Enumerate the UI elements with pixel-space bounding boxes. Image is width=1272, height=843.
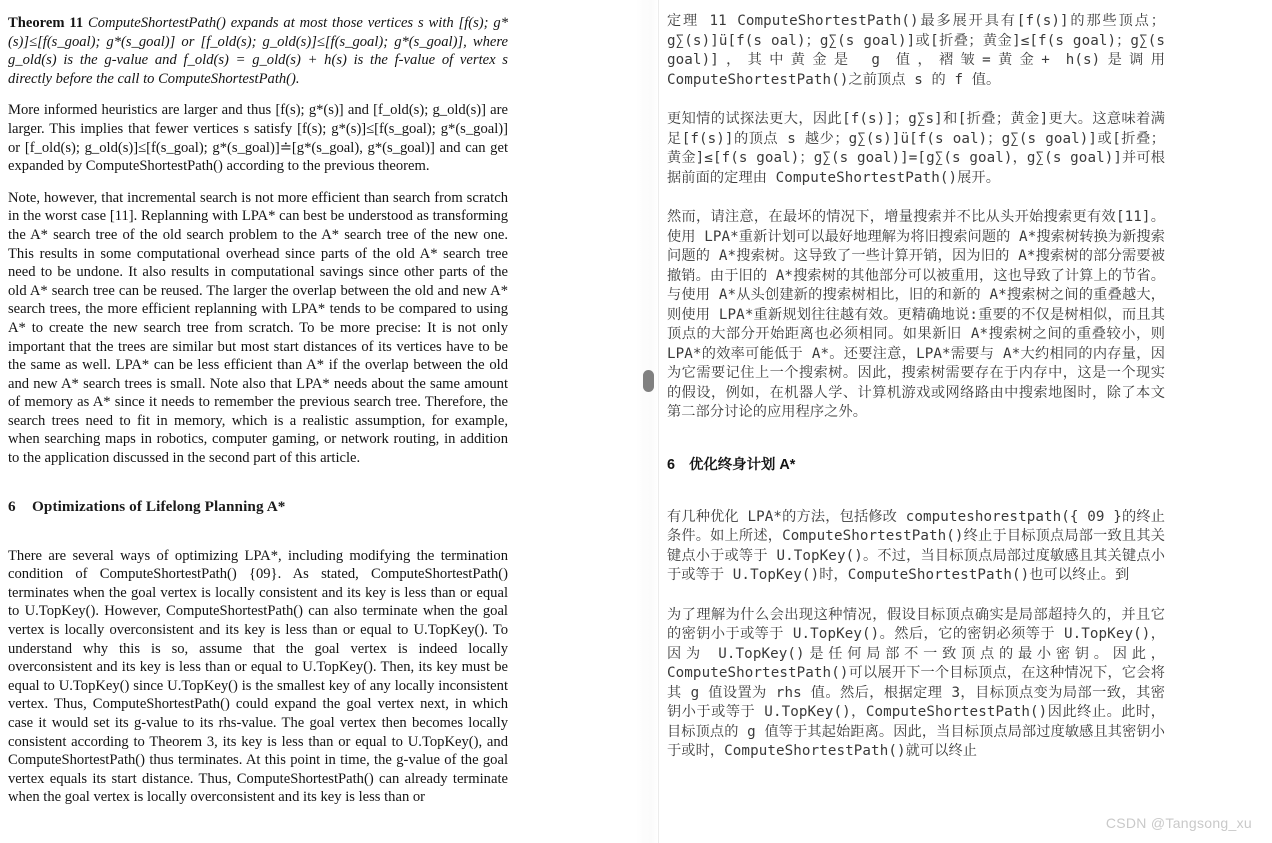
target-text-body [659, 0, 1171, 762]
watermark-label: CSDN @Tangsong_xu [1105, 815, 1252, 831]
vertical-scrollbar-track[interactable] [642, 0, 654, 843]
source-section-number: 6 [8, 497, 16, 515]
source-text-body [0, 0, 516, 807]
source-paragraph-2: Note, however, that incremental search is not more efficient than search from scratch in the worst case [11]. Replanning with LPA* can best be understood as transforming the A* search tree of the old search problem to the A* search tree of the new one. This results in some computational overhead since parts of the old A* search tree need to be undone. It also results in computational savings since other parts of the old A* search tree can be reused. The larger the overlap between the old and new A* search trees, the more efficient replanning with LPA* tends to be compared to using A* to create the new search tree from scratch. To be more precise: It is not only important that the trees are similar but most start distances of its vertices have to be the same as well. LPA* can be less efficient than A* if the overlap between the old and new A* search trees is small. Note also that LPA* needs about the same amount of memory as A* since it needs to remember the previous search tree. Therefore, the search trees need to fit in memory, which is a realistic assumption, for example, when searching maps in robotics, computer gaming, or network routing, in addition to the application discussed in the second part of this article. [8, 189, 508, 467]
pane-divider [636, 0, 659, 843]
target-section-heading-6 [667, 453, 1165, 474]
vertical-scrollbar-thumb[interactable] [643, 370, 654, 392]
target-section-title: 优化终身计划 A* [689, 456, 796, 473]
target-paragraph-1: 更知情的试探法更大，因此[f(s)]；g∑s]和[折叠；黄金]更大。这意味着满足[f(s)]的顶点 s 越少；g∑(s)]ü[f(s oal)；g∑(s goal)]或[折叠；黄金]≤[f(s goal)；g∑(s goal)]=[g∑(s goal)，g∑(s goal)]并可根据前面的定理由 ComputeShortestPath()展开。 [667, 111, 1165, 186]
target-paragraph-4: 为了理解为什么会出现这种情况，假设目标顶点确实是局部超持久的，并且它的密钥小于或等于 U.TopKey()。然后，它的密钥必须等于 U.TopKey()，因为 U.TopKey()是任何局部不一致顶点的最小密钥。因此，ComputeShortestPath()可以展开下一个目标顶点，在这种情况下，它会将其 g 值设置为 rhs 值。然后，根据定理 3，目标顶点变为局部一致，其密钥小于或等于 U.TopKey()，ComputeShortestPath()因此终止。此时，目标顶点的 g 值等于其起始距离。因此，当目标顶点局部过度敏感且其密钥小于或时，ComputeShortestPath()就可以终止 [667, 606, 1165, 759]
theorem-block [8, 14, 508, 88]
target-paragraph-0: 定理 11 ComputeShortestPath()最多展开具有[f(s)]的那些顶点；g∑(s)]ü[f(s oal)；g∑(s goal)]或[折叠；黄金]≤[f(s goal)；g∑(s goal)]，其中黄金是 g 值，褶皱=黄金+ h(s)是调用ComputeShortestPath()之前顶点 s 的 f 值。 [667, 13, 1165, 88]
source-section-title: Optimizations of Lifelong Planning A* [32, 497, 286, 515]
target-section-number: 6 [667, 456, 676, 473]
target-paragraph-3: 有几种优化 LPA*的方法，包括修改 computeshorestpath({ 09 }的终止条件。如上所述，ComputeShortestPath()终止于目标顶点局部一致且其关键点小于或等于 U.TopKey()。不过，当目标顶点局部过度敏感且其关键点小于或等于 U.TopKey()时，ComputeShortestPath()也可以终止。到 [667, 508, 1165, 583]
source-section-heading-6 [8, 498, 508, 516]
source-paragraph-3: There are several ways of optimizing LPA*, including modifying the termination condition of ComputeShortestPath() {09}. As stated, ComputeShortestPath() terminates when the goal vertex is locally consistent and its key is less than or equal to U.TopKey(). However, ComputeShortestPath() can also terminate when the goal vertex is locally overconsistent and its key is less than or equal to U.TopKey(). To understand why this is so, assume that the goal vertex is indeed locally overconsistent and its key is less than or equal to U.TopKey(). Then, its key must be equal to U.TopKey() since U.TopKey() is the smallest key of any locally inconsistent vertex. Thus, ComputeShortestPath() could expand the goal vertex next, in which case it would set its g-value to its rhs-value. The goal vertex then becomes locally consistent according to Theorem 3, its key is less than or equal to U.TopKey(), and ComputeShortestPath() thus terminates. At this point in time, the g-value of the goal vertex equals its start distance. Thus, ComputeShortestPath() can already terminate when the goal vertex is locally overconsistent and its key is less than or [8, 547, 508, 806]
theorem-label: Theorem 11 [8, 15, 84, 31]
theorem-text: ComputeShortestPath() expands at most those vertices s with [f(s); g*(s)]≤[f(s_goal); g*(s_goal)] or [f_old(s); g_old(s)]≤[f(s_goal); g*(s_goal)], where g_old(s) is the g-value and f_old(s) = g_old(s) + h(s) is the f-value of vertex s directly before the call to ComputeShortestPath(). [8, 15, 508, 87]
target-document-pane[interactable] [659, 0, 1272, 843]
target-paragraph-2: 然而，请注意，在最坏的情况下，增量搜索并不比从头开始搜索更有效[11]。使用 LPA*重新计划可以最好地理解为将旧搜索问题的 A*搜索树转换为新搜索问题的 A*搜索树。这导致了一些计算开销，因为旧的 A*搜索树的部分需要被撤销。由于旧的 A*搜索树的其他部分可以被重用，这也导致了计算上的节省。与使用 A*从头创建新的搜索树相比，旧的和新的 A*搜索树之间的重叠越大，则使用 LPA*重新规划往往越有效。更精确地说:重要的不仅是树相似，而且其顶点的大部分开始距离也必须相同。如果新旧 A*搜索树之间的重叠较小，则 LPA*的效率可能低于 A*。还要注意，LPA*需要与 A*大约相同的内存量，因为它需要记住上一个搜索树。因此，搜索树需要存在于内存中，这是一个现实的假设，例如，在机器人学、计算机游戏或网络路由中搜索地图时，除了本文第二部分讨论的应用程序之外。 [667, 209, 1165, 420]
source-paragraph-1: More informed heuristics are larger and thus [f(s); g*(s)] and [f_old(s); g_old(s)] are larger. This implies that fewer vertices s satisfy [f(s); g*(s)]≤[f(s_goal); g*(s_goal)] or [f_old(s); g_old(s)]≤[f(s_goal); g*(s_goal)]≐[g*(s_goal), g*(s_goal)] and can get expanded by ComputeShortestPath() according to the previous theorem. [8, 102, 508, 175]
